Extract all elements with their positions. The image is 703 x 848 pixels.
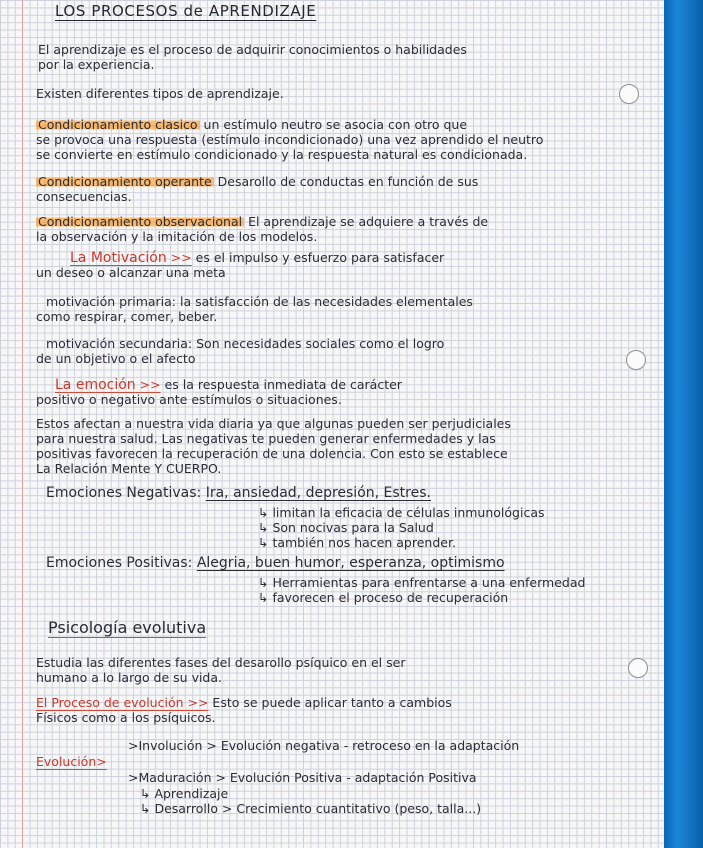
list-item: ↳ Herramientas para enfrentarse a una enfermedad bbox=[258, 575, 586, 590]
list-item: >Maduración > Evolución Positiva - adaptación Positiva bbox=[128, 770, 477, 785]
list-item: >Involución > Evolución negativa - retroceso en la adaptación bbox=[128, 738, 520, 753]
term-highlight: Condicionamiento operante bbox=[38, 174, 212, 189]
binder-hole-icon bbox=[626, 350, 646, 370]
paragraph-line: se provoca una respuesta (estímulo incondicionado) una vez aprendido el neutro bbox=[36, 132, 544, 147]
paragraph-line: La emoción >> es la respuesta inmediata de carácter bbox=[55, 377, 402, 393]
paragraph-line: la observación y la imitación de los modelos. bbox=[36, 229, 318, 244]
paragraph-line: humano a lo largo de su vida. bbox=[36, 670, 223, 685]
term-highlight: Condicionamiento clasico bbox=[38, 117, 198, 132]
paragraph-line: Existen diferentes tipos de aprendizaje. bbox=[36, 86, 284, 101]
list-item: ↳ Aprendizaje bbox=[140, 786, 229, 801]
paragraph-line: consecuencias. bbox=[36, 189, 132, 204]
paragraph-line: por la experiencia. bbox=[38, 57, 155, 72]
paragraph-line: Condicionamiento clasico un estímulo neutro se asocia con otro que bbox=[38, 117, 468, 132]
list-item: ↳ Son nocivas para la Salud bbox=[258, 520, 434, 535]
positive-emotions-list: Alegria, buen humor, esperanza, optimismo bbox=[196, 555, 505, 571]
paragraph-line: El aprendizaje es el proceso de adquirir conocimientos o habilidades bbox=[38, 42, 467, 57]
paragraph-line: Estos afectan a nuestra vida diaria ya que algunas pueden ser perjudiciales bbox=[36, 416, 511, 431]
negative-emotions-list: Ira, ansiedad, depresión, Estres. bbox=[205, 485, 431, 501]
list-item: ↳ limitan la eficacia de células inmunológicas bbox=[258, 505, 545, 520]
paragraph-line: motivación primaria: la satisfacción de las necesidades elementales bbox=[46, 294, 473, 309]
arrow-icon: >> bbox=[166, 250, 192, 265]
paragraph-line: motivación secundaria: Son necesidades sociales como el logro bbox=[46, 336, 445, 351]
paragraph-line: para nuestra salud. Las negativas te pueden generar enfermedades y las bbox=[36, 431, 496, 446]
notebook-cover bbox=[664, 0, 703, 848]
arrow-icon: >> bbox=[183, 695, 209, 710]
arrow-icon: > bbox=[96, 754, 107, 769]
evolution-label-line bbox=[36, 754, 107, 769]
evolution-label: Evolución bbox=[36, 754, 97, 769]
positive-emotions-line bbox=[46, 556, 505, 571]
list-item: ↳ también nos hacen aprender. bbox=[258, 535, 456, 550]
heading-proceso-evolucion: El Proceso de evolución bbox=[36, 695, 184, 710]
paragraph-line: se convierte en estímulo condicionado y la respuesta natural es condicionada. bbox=[36, 147, 528, 162]
paragraph-line: La Motivación >> es el impulso y esfuerzo para satisfacer bbox=[70, 250, 445, 266]
paragraph-line: positivas favorecen la recuperación de una dolencia. Con esto se establece bbox=[36, 446, 508, 461]
list-item: ↳ favorecen el proceso de recuperación bbox=[258, 590, 509, 605]
paragraph-line: un deseo o alcanzar una meta bbox=[36, 265, 226, 280]
paragraph-line: Estudia las diferentes fases del desarollo psíquico en el ser bbox=[36, 655, 406, 670]
heading-emocion: La emoción bbox=[55, 377, 136, 393]
arrow-icon: >> bbox=[135, 377, 161, 392]
paragraph-line: de un objetivo o el afecto bbox=[36, 351, 196, 366]
negative-emotions-label: Emociones Negativas: bbox=[46, 485, 202, 501]
paragraph-line: como respirar, comer, beber. bbox=[36, 309, 218, 324]
margin-line bbox=[22, 0, 23, 848]
negative-emotions-line bbox=[46, 486, 431, 501]
positive-emotions-label: Emociones Positivas: bbox=[46, 555, 193, 571]
paragraph-line: El Proceso de evolución >> Esto se puede aplicar tanto a cambios bbox=[36, 695, 452, 710]
paragraph-line: Condicionamiento operante Desarollo de conductas en función de sus bbox=[38, 174, 479, 189]
paragraph-line: positivo o negativo ante estímulos o situaciones. bbox=[36, 392, 342, 407]
heading-motivacion: La Motivación bbox=[70, 250, 167, 266]
section-heading: Psicología evolutiva bbox=[48, 618, 207, 637]
term-highlight: Condicionamiento observacional bbox=[38, 214, 243, 229]
paragraph-line: La Relación Mente Y CUERPO. bbox=[36, 461, 222, 476]
binder-hole-icon bbox=[619, 84, 639, 104]
binder-hole-icon bbox=[628, 658, 648, 678]
list-item: ↳ Desarrollo > Crecimiento cuantitativo (peso, talla...) bbox=[140, 801, 482, 816]
paragraph-line: Físicos como a los psíquicos. bbox=[36, 710, 216, 725]
paragraph-line: Condicionamiento observacional El aprendizaje se adquiere a través de bbox=[38, 214, 489, 229]
page-title: LOS PROCESOS de APRENDIZAJE bbox=[55, 2, 317, 20]
